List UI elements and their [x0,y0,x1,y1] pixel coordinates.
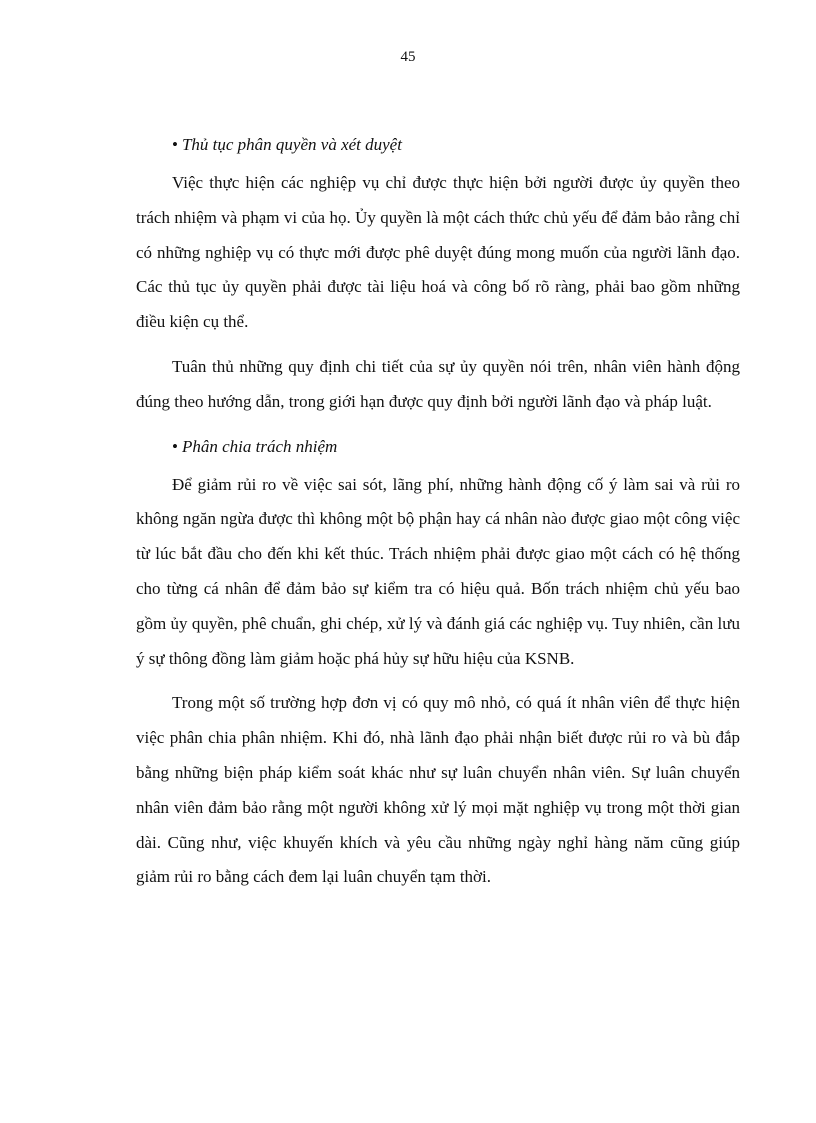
paragraph: Tuân thủ những quy định chi tiết của sự ủy quyền nói trên, nhân viên hành động đúng theo hướng dẫn, trong giới hạn được quy định bởi người lãnh đạo và pháp luật. [136,356,740,411]
heading-text: Phân chia trách nhiệm [181,436,338,456]
section-heading-authorization [136,128,740,166]
paragraph: Trong một số trường hợp đơn vị có quy mô nhỏ, có quá ít nhân viên để thực hiện việc phân chia phân nhiệm. Khi đó, nhà lãnh đạo phải nhận biết được rủi ro và bù đắp bằng những biện pháp kiểm soát khác như sự luân chuyển nhân viên. Sự luân chuyển nhân viên đảm bảo rằng một người không xử lý mọi mặt nghiệp vụ trong một thời gian dài. Cũng như, việc khuyến khích và yêu cầu những ngày nghỉ hàng năm cũng giúp giảm rủi ro bằng cách đem lại luân chuyển tạm thời. [136,693,740,887]
page-number: 45 [400,49,416,65]
bullet-icon: • [172,436,178,456]
section-heading-segregation [136,430,740,468]
paragraph: Việc thực hiện các nghiệp vụ chỉ được thực hiện bởi người được ủy quyền theo trách nhiệm và phạm vi của họ. Ủy quyền là một cách thức chủ yếu để đảm bảo rằng chỉ có những nghiệp vụ có thực mới được phê duyệt đúng mong muốn của người lãnh đạo. Các thủ tục ủy quyền phải được tài liệu hoá và công bố rõ ràng, phải bao gồm những điều kiện cụ thể. [136,173,740,332]
paragraph: Để giảm rủi ro về việc sai sót, lãng phí, những hành động cố ý làm sai và rủi ro không ngăn ngừa được thì không một bộ phận hay cá nhân nào được giao một công việc từ lúc bắt đầu cho đến khi kết thúc. Trách nhiệm phải được giao một cách có hệ thống cho từng cá nhân để đảm bảo sự kiểm tra có hiệu quả. Bốn trách nhiệm chủ yếu bao gồm ủy quyền, phê chuẩn, ghi chép, xử lý và đánh giá các nghiệp vụ. Tuy nhiên, cần lưu ý sự thông đồng làm giảm hoặc phá hủy sự hữu hiệu của KSNB. [136,474,740,668]
document-body [136,128,740,905]
heading-text: Thủ tục phân quyền và xét duyệt [181,135,402,154]
bullet-icon: • [172,135,178,154]
